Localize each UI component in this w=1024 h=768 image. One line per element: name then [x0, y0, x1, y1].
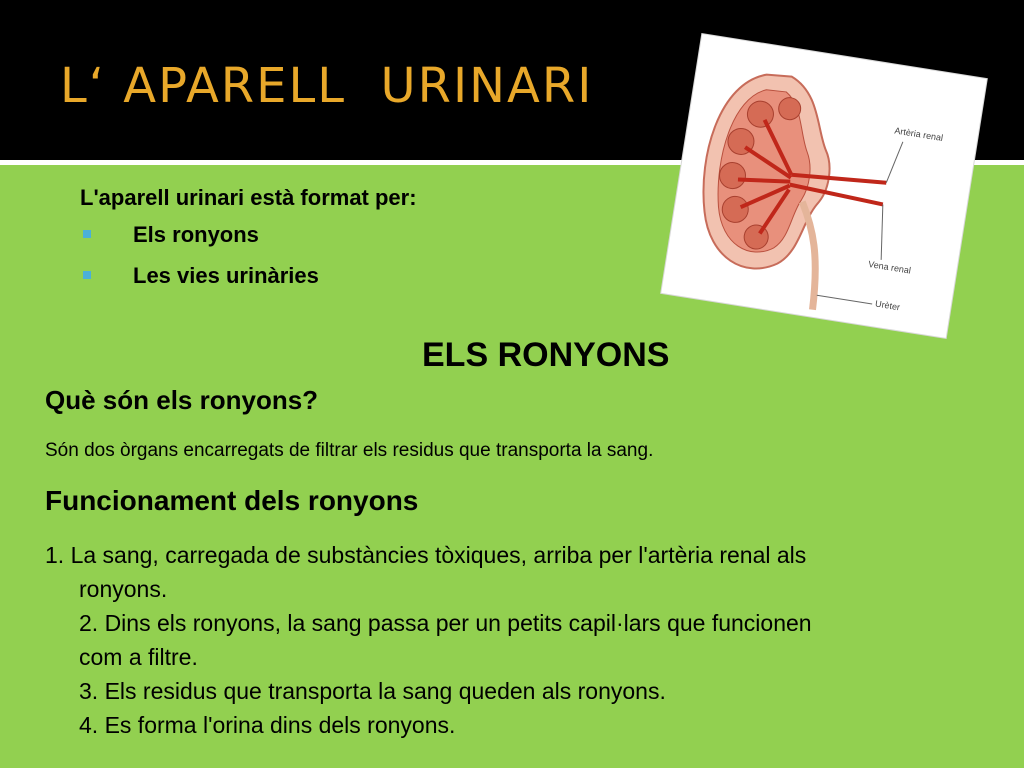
bullet-label: Els ronyons [133, 222, 259, 247]
steps-list [45, 538, 1005, 742]
answer-text: Són dos òrgans encarregats de filtrar els residus que transporta la sang. [45, 440, 654, 461]
step-line: 4. Es forma l'orina dins dels ronyons. [79, 712, 456, 738]
bullet-label: Les vies urinàries [133, 263, 319, 288]
step-line: ronyons. [79, 576, 168, 602]
intro-text: L'aparell urinari està format per: [80, 185, 417, 210]
kidney-illustration [661, 34, 986, 338]
bullet-item [80, 263, 319, 304]
step-line: 3. Els residus que transporta la sang queden als ronyons. [79, 678, 666, 704]
step-line: 2. Dins els ronyons, la sang passa per un petits capil·lars que funcionen [79, 610, 812, 636]
bullet-item [80, 222, 319, 263]
bullet-square-icon [83, 271, 91, 279]
question-heading: Què són els ronyons? [45, 385, 319, 415]
label-ureter: Urèter [874, 298, 901, 313]
kidney-drawing [661, 34, 986, 338]
label-arteria-renal: Artèria renal [893, 125, 944, 143]
bullet-square-icon [83, 230, 91, 238]
step-line: com a filtre. [79, 644, 198, 670]
section-heading: ELS RONYONS [422, 336, 670, 374]
label-vena-renal: Vena renal [867, 258, 912, 276]
function-heading: Funcionament dels ronyons [45, 485, 419, 516]
bullet-list [80, 222, 319, 304]
step-line: 1. La sang, carregada de substàncies tòxiques, arriba per l'artèria renal als [45, 542, 807, 568]
slide-title: L‘ APARELL URINARI [60, 58, 594, 114]
